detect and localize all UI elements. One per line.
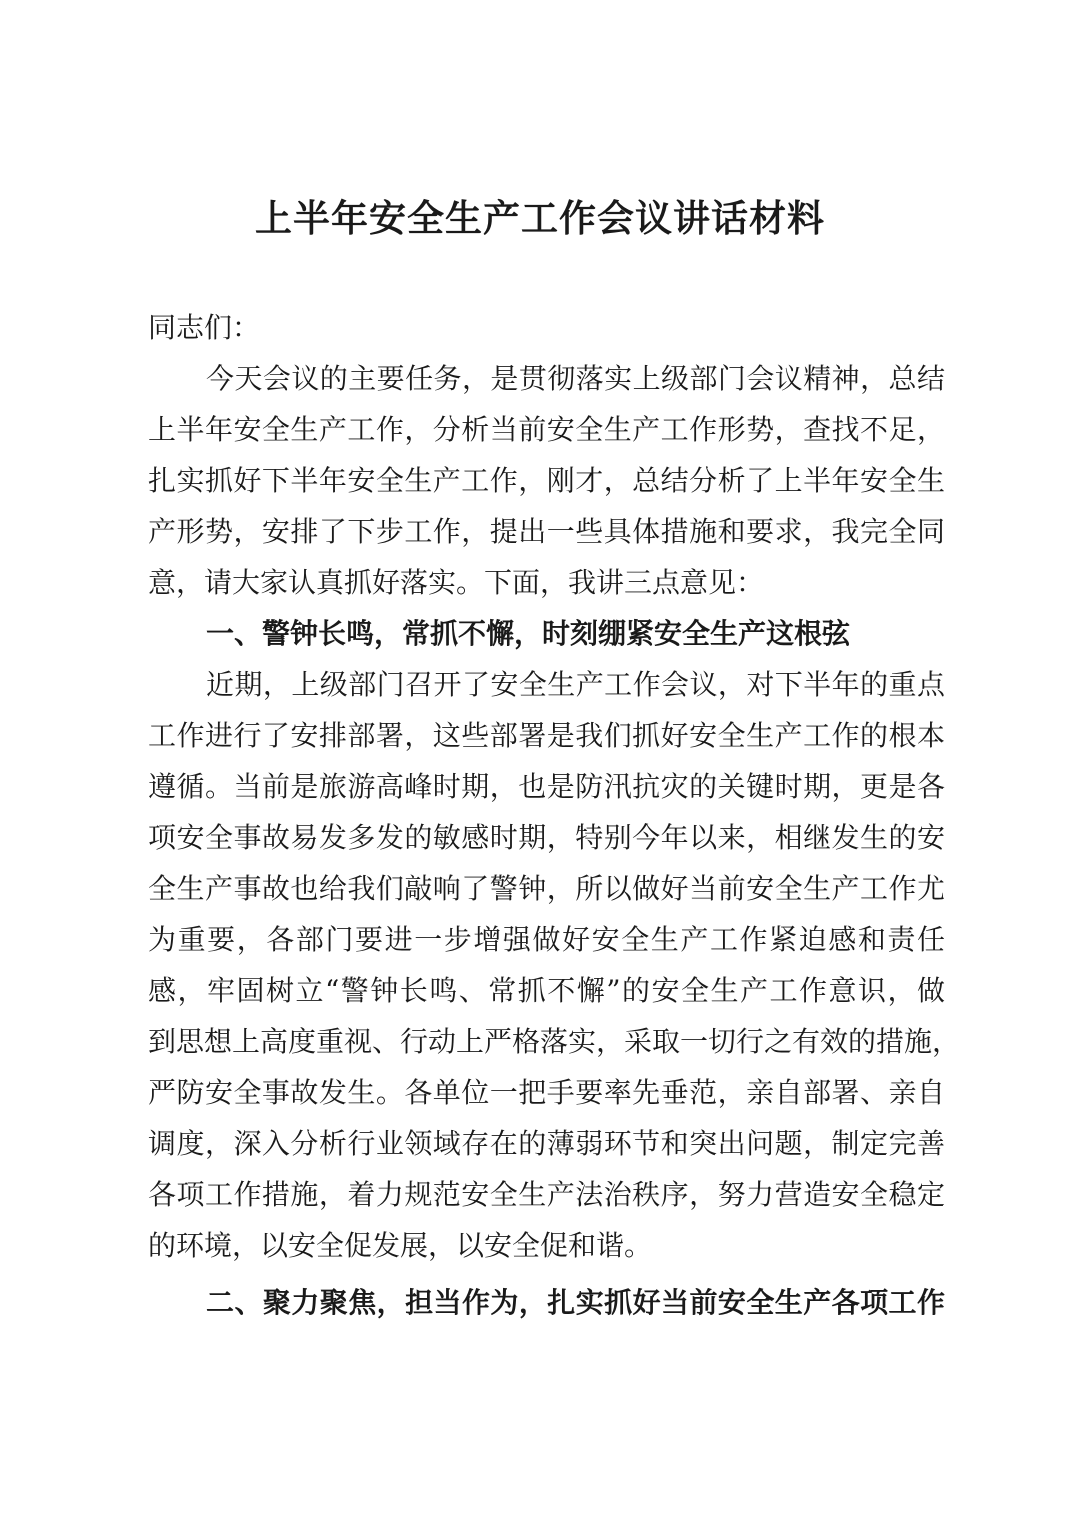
paragraph-line: 遵循。当前是旅游高峰时期，也是防汛抗灾的关键时期，更是各 — [148, 770, 945, 803]
section-heading-1: 一、警钟长鸣，常抓不懈，时刻绷紧安全生产这根弦 — [206, 617, 851, 650]
paragraph-line: 项安全事故易发多发的敏感时期，特别今年以来，相继发生的安 — [148, 821, 945, 854]
document-body — [148, 302, 961, 1328]
paragraph-line: 严防安全事故发生。各单位一把手要率先垂范，亲自部署、亲自 — [148, 1076, 945, 1109]
paragraph-line: 为重要，各部门要进一步增强做好安全生产工作紧迫感和责任 — [148, 923, 945, 956]
document-title: 上半年安全生产工作会议讲话材料 — [255, 196, 825, 240]
paragraph-intro — [148, 353, 945, 608]
paragraph-line: 调度，深入分析行业领域存在的薄弱环节和突出问题，制定完善 — [148, 1127, 945, 1160]
paragraph-line: 扎实抓好下半年安全生产工作，刚才，总结分析了上半年安全生 — [148, 464, 945, 497]
salutation: 同志们： — [148, 311, 261, 344]
paragraph-line: 今天会议的主要任务，是贯彻落实上级部门会议精神，总结 — [206, 362, 945, 395]
paragraph-section-1 — [148, 659, 961, 1271]
paragraph-line: 的环境，以安全促发展，以安全促和谐。 — [148, 1229, 653, 1262]
paragraph-line: 感，牢固树立“警钟长鸣、常抓不懈”的安全生产工作意识，做 — [148, 974, 945, 1007]
paragraph-line: 全生产事故也给我们敲响了警钟，所以做好当前安全生产工作尤 — [148, 872, 945, 905]
paragraph-line: 意，请大家认真抓好落实。下面，我讲三点意见： — [148, 566, 765, 599]
paragraph-line: 工作进行了安排部署，这些部署是我们抓好安全生产工作的根本 — [148, 719, 945, 752]
paragraph-line: 上半年安全生产工作，分析当前安全生产工作形势，查找不足， — [148, 413, 945, 446]
paragraph-line: 近期，上级部门召开了安全生产工作会议，对下半年的重点 — [206, 668, 945, 701]
paragraph-line: 到思想上高度重视、行动上严格落实，采取一切行之有效的措施， — [148, 1025, 961, 1058]
section-heading-2: 二、聚力聚焦，担当作为，扎实抓好当前安全生产各项工作 — [206, 1286, 945, 1319]
paragraph-line: 产形势，安排了下步工作，提出一些具体措施和要求，我完全同 — [148, 515, 945, 548]
paragraph-line: 各项工作措施，着力规范安全生产法治秩序，努力营造安全稳定 — [148, 1178, 945, 1211]
